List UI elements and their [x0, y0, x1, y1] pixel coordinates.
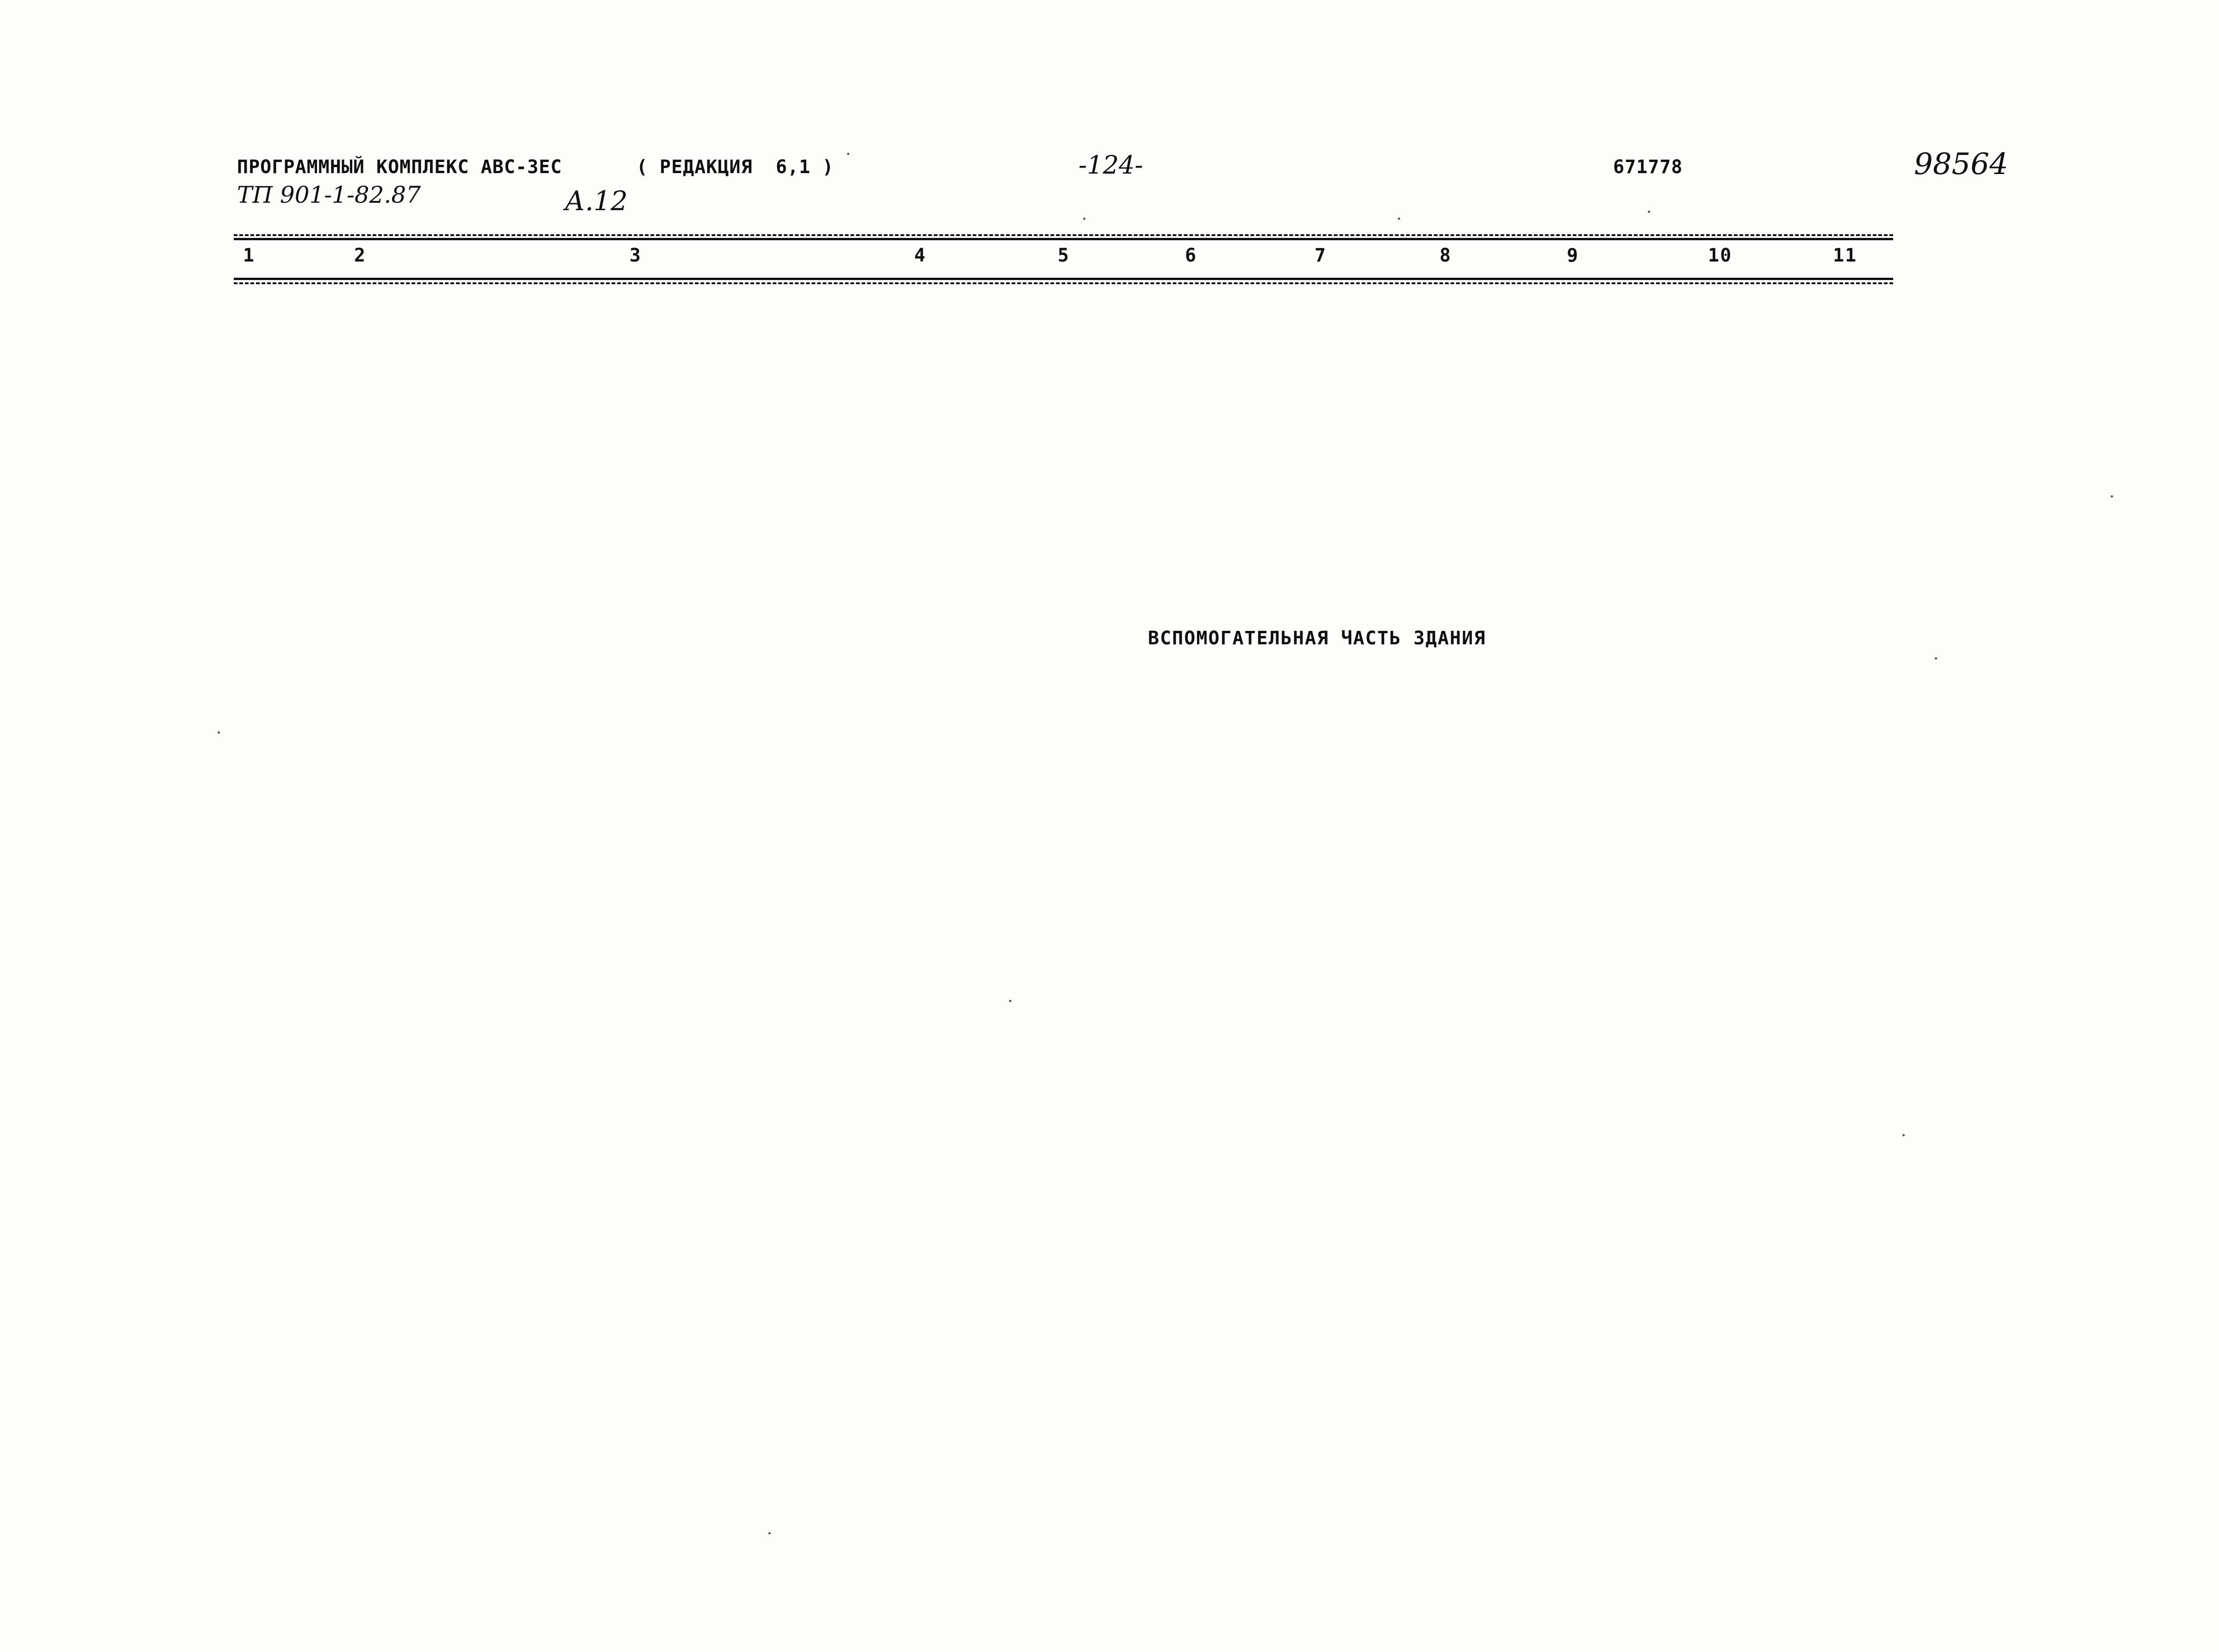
project-code: ТП 901-1-82.87 — [237, 181, 421, 208]
column-header-4: 4 — [914, 245, 927, 266]
scan-speck — [1902, 1134, 1905, 1136]
scan-speck — [768, 1532, 771, 1534]
program-name: ПРОГРАММНЫЙ КОМПЛЕКС АВС-3ЕС — [237, 156, 562, 178]
scan-speck — [2111, 495, 2113, 498]
column-header-8: 8 — [1440, 245, 1452, 266]
album-mark: А.12 — [565, 185, 628, 217]
column-header-6: 6 — [1185, 245, 1197, 266]
scan-speck — [1935, 657, 1937, 660]
column-header-3: 3 — [630, 245, 642, 266]
header-top-rule-solid — [234, 238, 1893, 240]
header-top-rule — [234, 234, 1893, 236]
scan-speck — [1009, 1000, 1011, 1002]
document-code: 671778 — [1613, 156, 1683, 178]
column-header-5: 5 — [1058, 245, 1070, 266]
header-bottom-rule — [234, 278, 1893, 280]
scan-speck — [218, 731, 220, 734]
column-header-7: 7 — [1315, 245, 1327, 266]
scan-speck — [1648, 211, 1650, 213]
scan-speck — [1398, 218, 1400, 220]
header-bottom-rule-dashed — [234, 282, 1893, 284]
edition-label: ( РЕДАКЦИЯ 6,1 ) — [636, 156, 834, 178]
page-number: -124- — [1078, 150, 1143, 180]
column-header-10: 10 — [1708, 245, 1733, 266]
column-header-1: 1 — [243, 245, 256, 266]
column-header-9: 9 — [1567, 245, 1579, 266]
column-header-11: 11 — [1833, 245, 1857, 266]
archive-stamp-number: 98564 — [1914, 147, 2008, 181]
section-note: ВСПОМОГАТЕЛЬНАЯ ЧАСТЬ ЗДАНИЯ — [1148, 628, 1486, 649]
column-header-2: 2 — [354, 245, 367, 266]
scan-speck — [847, 153, 849, 155]
scan-speck — [1083, 218, 1085, 220]
